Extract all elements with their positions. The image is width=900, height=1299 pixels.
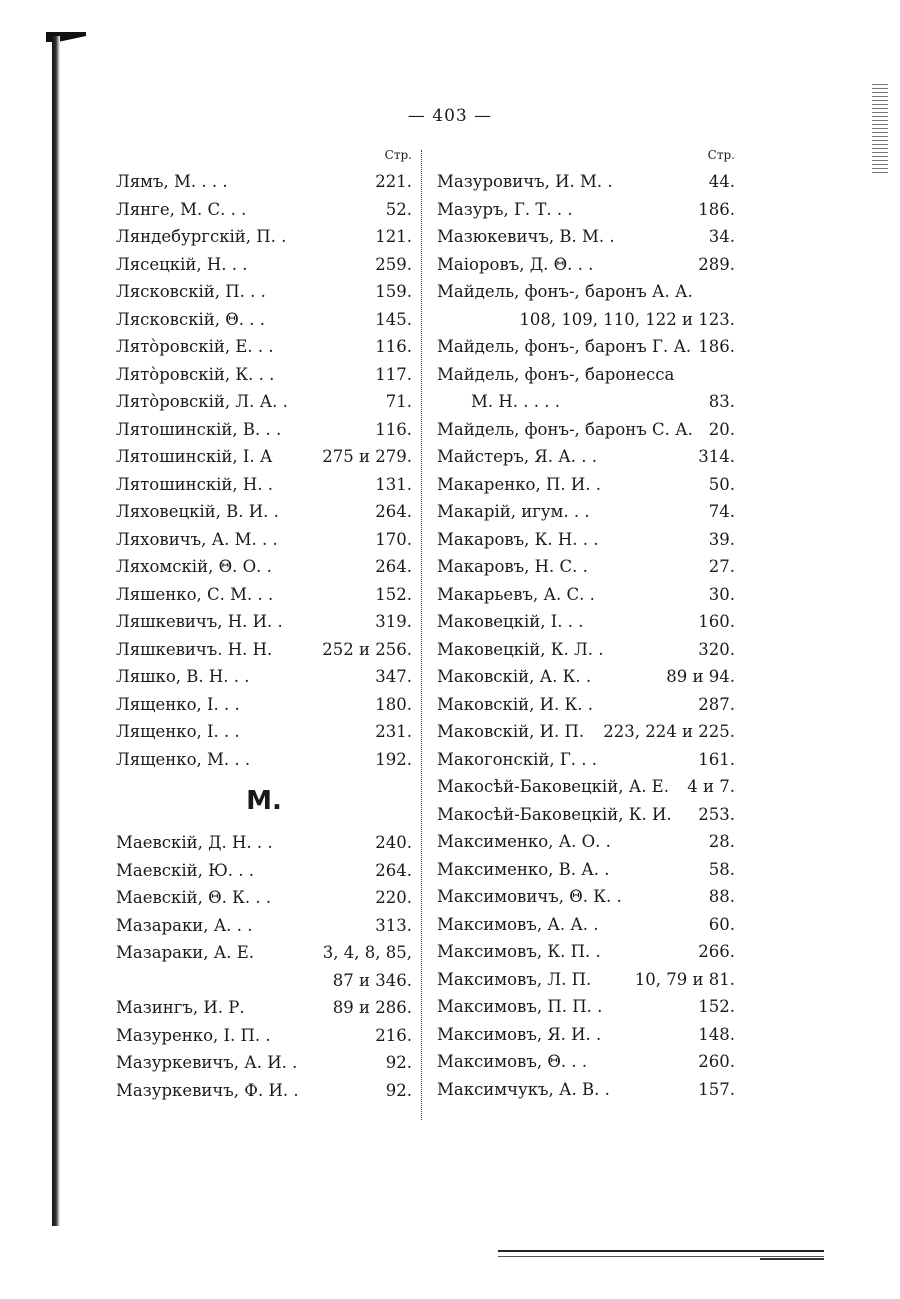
entry-page: 252 и 256.	[322, 639, 412, 659]
entry-name: Маіоровъ, Д. Θ. . .	[437, 254, 594, 274]
entry-page: 159.	[375, 282, 412, 301]
entry-name: Максимовъ, Θ. . .	[437, 1052, 588, 1071]
entry-name: Ляшкевичъ. Н. Н.	[116, 639, 273, 659]
entry-name: Макаровъ, К. Н. . .	[437, 529, 599, 549]
entry-name: Ляховичъ, А. М. . .	[116, 529, 278, 549]
index-entry	[437, 553, 735, 581]
entry-page: 39.	[708, 529, 735, 549]
entry-page: 92.	[385, 1053, 412, 1072]
entry-page: 264.	[375, 502, 412, 521]
index-entry	[116, 223, 412, 251]
index-entry	[116, 1077, 412, 1105]
index-entry	[116, 663, 412, 691]
entry-name: Мазуркевичъ, А. И. .	[116, 1053, 298, 1072]
entry-name: Максимовичъ, Θ. К. .	[437, 887, 622, 906]
entry-page: 157.	[698, 1079, 735, 1099]
entry-page: 259.	[375, 254, 412, 274]
index-entry	[437, 1021, 735, 1049]
entry-page: 44.	[708, 172, 735, 191]
entry-page: 89 и 94.	[666, 667, 735, 686]
index-entry	[437, 608, 735, 636]
index-entry	[437, 471, 735, 499]
entry-page: 180.	[375, 694, 412, 714]
entry-name	[116, 967, 333, 995]
entry-page: 152.	[698, 997, 735, 1016]
entry-page: 289.	[698, 254, 735, 274]
entry-name: Максименко, В. А. .	[437, 859, 610, 879]
entry-name: Маковецкій, І. . .	[437, 612, 584, 631]
index-entry	[437, 581, 735, 609]
entry-page: 27.	[708, 557, 735, 576]
index-entry	[116, 1022, 412, 1050]
entry-name: Максимчукъ, А. В. .	[437, 1079, 610, 1099]
entry-name: Маевскій, Θ. К. . .	[116, 888, 272, 907]
entry-name: Мазингъ, И. Р.	[116, 998, 245, 1017]
entry-page: 314.	[698, 447, 735, 466]
entry-page: 58.	[708, 859, 735, 879]
entry-name: Ляшенко, С. М. . .	[116, 584, 274, 604]
entry-name: Майдель, фонъ-, баронесса	[437, 364, 675, 384]
index-entry	[437, 251, 735, 279]
entry-page: 264.	[375, 557, 412, 576]
entry-page: 3, 4, 8, 85,	[322, 943, 412, 962]
index-entry	[116, 443, 412, 471]
left-column	[116, 148, 412, 1104]
entry-page: 313.	[375, 915, 412, 935]
entry-page: 266.	[698, 942, 735, 961]
right-column	[437, 148, 735, 1103]
index-entry	[437, 938, 735, 966]
index-entry	[116, 884, 412, 912]
entry-page: 52.	[385, 199, 412, 219]
entry-name: Лято̀ровскій, Л. А. .	[116, 392, 288, 411]
index-entry	[116, 251, 412, 279]
entry-page: 221.	[375, 172, 412, 191]
index-entry	[437, 718, 735, 746]
entry-page: 170.	[375, 529, 412, 549]
index-entry	[437, 773, 735, 801]
index-entry	[116, 168, 412, 196]
index-entry	[437, 443, 735, 471]
entry-name: Макарій, игум. . .	[437, 502, 590, 521]
entry-name: Макарьевъ, А. С. .	[437, 584, 595, 604]
left-entries-m	[116, 829, 412, 1104]
index-entry	[437, 223, 735, 251]
entry-name: Маевскій, Ю. . .	[116, 860, 255, 880]
index-entry	[437, 306, 735, 334]
index-entry	[437, 993, 735, 1021]
index-entry	[116, 333, 412, 361]
index-entry	[116, 912, 412, 940]
entry-name: Лясковскій, Θ. . .	[116, 309, 266, 329]
index-entry	[116, 581, 412, 609]
entry-page: 275 и 279.	[322, 447, 412, 466]
index-entry	[116, 967, 412, 995]
entry-name: Мазуръ, Г. Т. . .	[437, 199, 573, 219]
entry-name: Лятошинскій, Н. .	[116, 474, 274, 494]
entry-page: 160.	[698, 612, 735, 631]
entry-page: 92.	[385, 1080, 412, 1100]
index-entry	[116, 857, 412, 885]
index-entry	[437, 691, 735, 719]
index-entry	[116, 416, 412, 444]
entry-name: Макогонскій, Г. . .	[437, 749, 598, 769]
entry-page: 87 и 346.	[332, 970, 412, 990]
entry-name: Лято̀ровскій, Е. . .	[116, 337, 274, 356]
page-edge-right	[872, 84, 888, 174]
entry-page: 287.	[698, 694, 735, 714]
entry-name: Маковецкій, К. Л. .	[437, 639, 604, 659]
entry-page: 83.	[708, 392, 735, 411]
index-entry	[437, 801, 735, 829]
entry-name: Лятошинскій, В. . .	[116, 419, 282, 439]
entry-name: Лятошинскій, І. А	[116, 447, 273, 466]
entry-page: 216.	[375, 1025, 412, 1045]
entry-page: 131.	[375, 474, 412, 494]
entry-name: Лясецкій, Н. . .	[116, 254, 248, 274]
entry-page: 20.	[708, 419, 735, 439]
entry-name: Лященко, М. . .	[116, 749, 251, 769]
index-entry	[437, 856, 735, 884]
entry-name: Маковскій, И. К. .	[437, 694, 593, 714]
entry-name: Лято̀ровскій, К. . .	[116, 364, 275, 384]
index-entry	[116, 553, 412, 581]
entry-name: Максимовъ, Я. И. .	[437, 1024, 602, 1044]
index-entry	[437, 663, 735, 691]
entry-page: 260.	[698, 1052, 735, 1071]
index-entry	[437, 636, 735, 664]
entry-page: 30.	[708, 584, 735, 604]
entry-page: 186.	[698, 337, 735, 356]
entry-page: 192.	[375, 749, 412, 769]
page-number: — 403 —	[407, 106, 493, 126]
index-entry	[437, 746, 735, 774]
left-entries-l	[116, 168, 412, 773]
index-entry	[116, 278, 412, 306]
entry-page: 161.	[698, 749, 735, 769]
right-column-header: Стр.	[707, 148, 735, 162]
entry-name: Лямъ, М. . . .	[116, 172, 228, 191]
entry-name: Маевскій, Д. Н. . .	[116, 833, 273, 852]
entry-page: 240.	[375, 833, 412, 852]
entry-page: 148.	[698, 1024, 735, 1044]
entry-name: Мазюкевичъ, В. М. .	[437, 227, 615, 246]
index-entry	[437, 526, 735, 554]
index-entry	[116, 498, 412, 526]
index-entry	[116, 636, 412, 664]
index-entry	[437, 966, 735, 994]
entry-name: Ляхомскій, Θ. О. .	[116, 557, 272, 576]
entry-page: 74.	[708, 502, 735, 521]
column-divider	[421, 150, 422, 1120]
entry-page: 28.	[708, 832, 735, 851]
entry-name: Мазуркевичъ, Ф. И. .	[116, 1080, 299, 1100]
entry-page: 264.	[375, 860, 412, 880]
entry-page: 220.	[375, 888, 412, 907]
entry-page: 253.	[698, 804, 735, 824]
entry-page: 347.	[375, 667, 412, 686]
index-entry	[437, 416, 735, 444]
index-entry	[437, 498, 735, 526]
entry-name: Мазуренко, І. П. .	[116, 1025, 271, 1045]
binding-edge-left	[52, 36, 60, 1226]
entry-name: Максименко, А. О. .	[437, 832, 611, 851]
index-entry	[437, 883, 735, 911]
index-entry	[116, 361, 412, 389]
entry-name: Макосѣй-Баковецкій, К. И.	[437, 804, 672, 824]
entry-page: 10, 79 и 81.	[634, 969, 735, 989]
entry-name: Макосѣй-Баковецкій, А. Е.	[437, 777, 669, 796]
entry-page: 186.	[698, 199, 735, 219]
index-entry	[116, 388, 412, 416]
entry-page: 116.	[375, 419, 412, 439]
entry-page: 116.	[375, 337, 412, 356]
entry-name: Максимовъ, А. А. .	[437, 914, 599, 934]
entry-name: Максимовъ, П. П. .	[437, 997, 603, 1016]
entry-page: 50.	[708, 474, 735, 494]
index-entry	[116, 471, 412, 499]
index-entry	[116, 691, 412, 719]
entry-name: Майдель, фонъ-, баронъ С. А.	[437, 419, 693, 439]
entry-name: Лященко, І. . .	[116, 722, 240, 741]
entry-name: Лясковскій, П. . .	[116, 282, 266, 301]
index-entry	[116, 718, 412, 746]
entry-name: Лянге, М. С. . .	[116, 199, 247, 219]
entry-name: Ляндебургскій, П. .	[116, 227, 287, 246]
index-entry	[437, 361, 735, 389]
index-entry	[116, 608, 412, 636]
entry-page: 223, 224 и 225.	[603, 722, 735, 741]
entry-page: 117.	[375, 364, 412, 384]
entry-name: Маковскій, И. П.	[437, 722, 585, 741]
entry-page: 319.	[375, 612, 412, 631]
index-entry	[116, 746, 412, 774]
bottom-rule	[498, 1250, 824, 1257]
index-entry	[116, 526, 412, 554]
entry-name: Макаренко, П. И. .	[437, 474, 601, 494]
entry-page: 34.	[708, 227, 735, 246]
left-column-header: Стр.	[384, 148, 412, 162]
entry-name: Максимовъ, К. П. .	[437, 942, 601, 961]
index-entry	[437, 828, 735, 856]
entry-name: Майстеръ, Я. А. . .	[437, 447, 597, 466]
index-entry	[437, 1076, 735, 1104]
entry-name: 108, 109, 110, 122 и 123.	[519, 309, 735, 329]
entry-name: Лященко, І. . .	[116, 694, 240, 714]
index-entry	[437, 278, 735, 306]
entry-name: М. Н. . . . .	[471, 392, 560, 411]
entry-name: Ляшко, В. Н. . .	[116, 667, 250, 686]
entry-name: Мазараки, А. . .	[116, 915, 253, 935]
entry-name: Мазараки, А. Е.	[116, 943, 255, 962]
entry-page: 89 и 286.	[332, 998, 412, 1017]
section-letter-m: M.	[246, 786, 282, 816]
index-entry	[116, 196, 412, 224]
index-entry	[437, 333, 735, 361]
index-entry	[116, 306, 412, 334]
entry-page: 121.	[375, 227, 412, 246]
entry-page: 231.	[375, 722, 412, 741]
entry-name: Маковскій, А. К. .	[437, 667, 592, 686]
entry-name: Максимовъ, Л. П.	[437, 969, 592, 989]
index-entry	[116, 994, 412, 1022]
entry-name: Мазуровичъ, И. М. .	[437, 172, 613, 191]
entry-name: Макаровъ, Н. С. .	[437, 557, 588, 576]
entry-page: 60.	[708, 914, 735, 934]
entry-name: Майдель, фонъ-, баронъ Г. А.	[437, 337, 692, 356]
index-entry	[116, 829, 412, 857]
index-entry	[437, 168, 735, 196]
index-entry	[437, 1048, 735, 1076]
entry-name: Ляховецкій, В. И. .	[116, 502, 279, 521]
index-entry	[437, 196, 735, 224]
index-entry	[437, 911, 735, 939]
entry-page: 88.	[708, 887, 735, 906]
entry-page: 320.	[698, 639, 735, 659]
right-entries	[437, 168, 735, 1103]
index-entry	[116, 1049, 412, 1077]
index-entry	[437, 388, 735, 416]
index-entry	[116, 939, 412, 967]
entry-page: 4 и 7.	[687, 777, 735, 796]
entry-name: Ляшкевичъ, Н. И. .	[116, 612, 283, 631]
entry-page: 152.	[375, 584, 412, 604]
entry-page: 145.	[375, 309, 412, 329]
entry-page: 71.	[385, 392, 412, 411]
bottom-rule-accent	[760, 1258, 824, 1260]
entry-name: Майдель, фонъ-, баронъ А. А.	[437, 282, 693, 301]
